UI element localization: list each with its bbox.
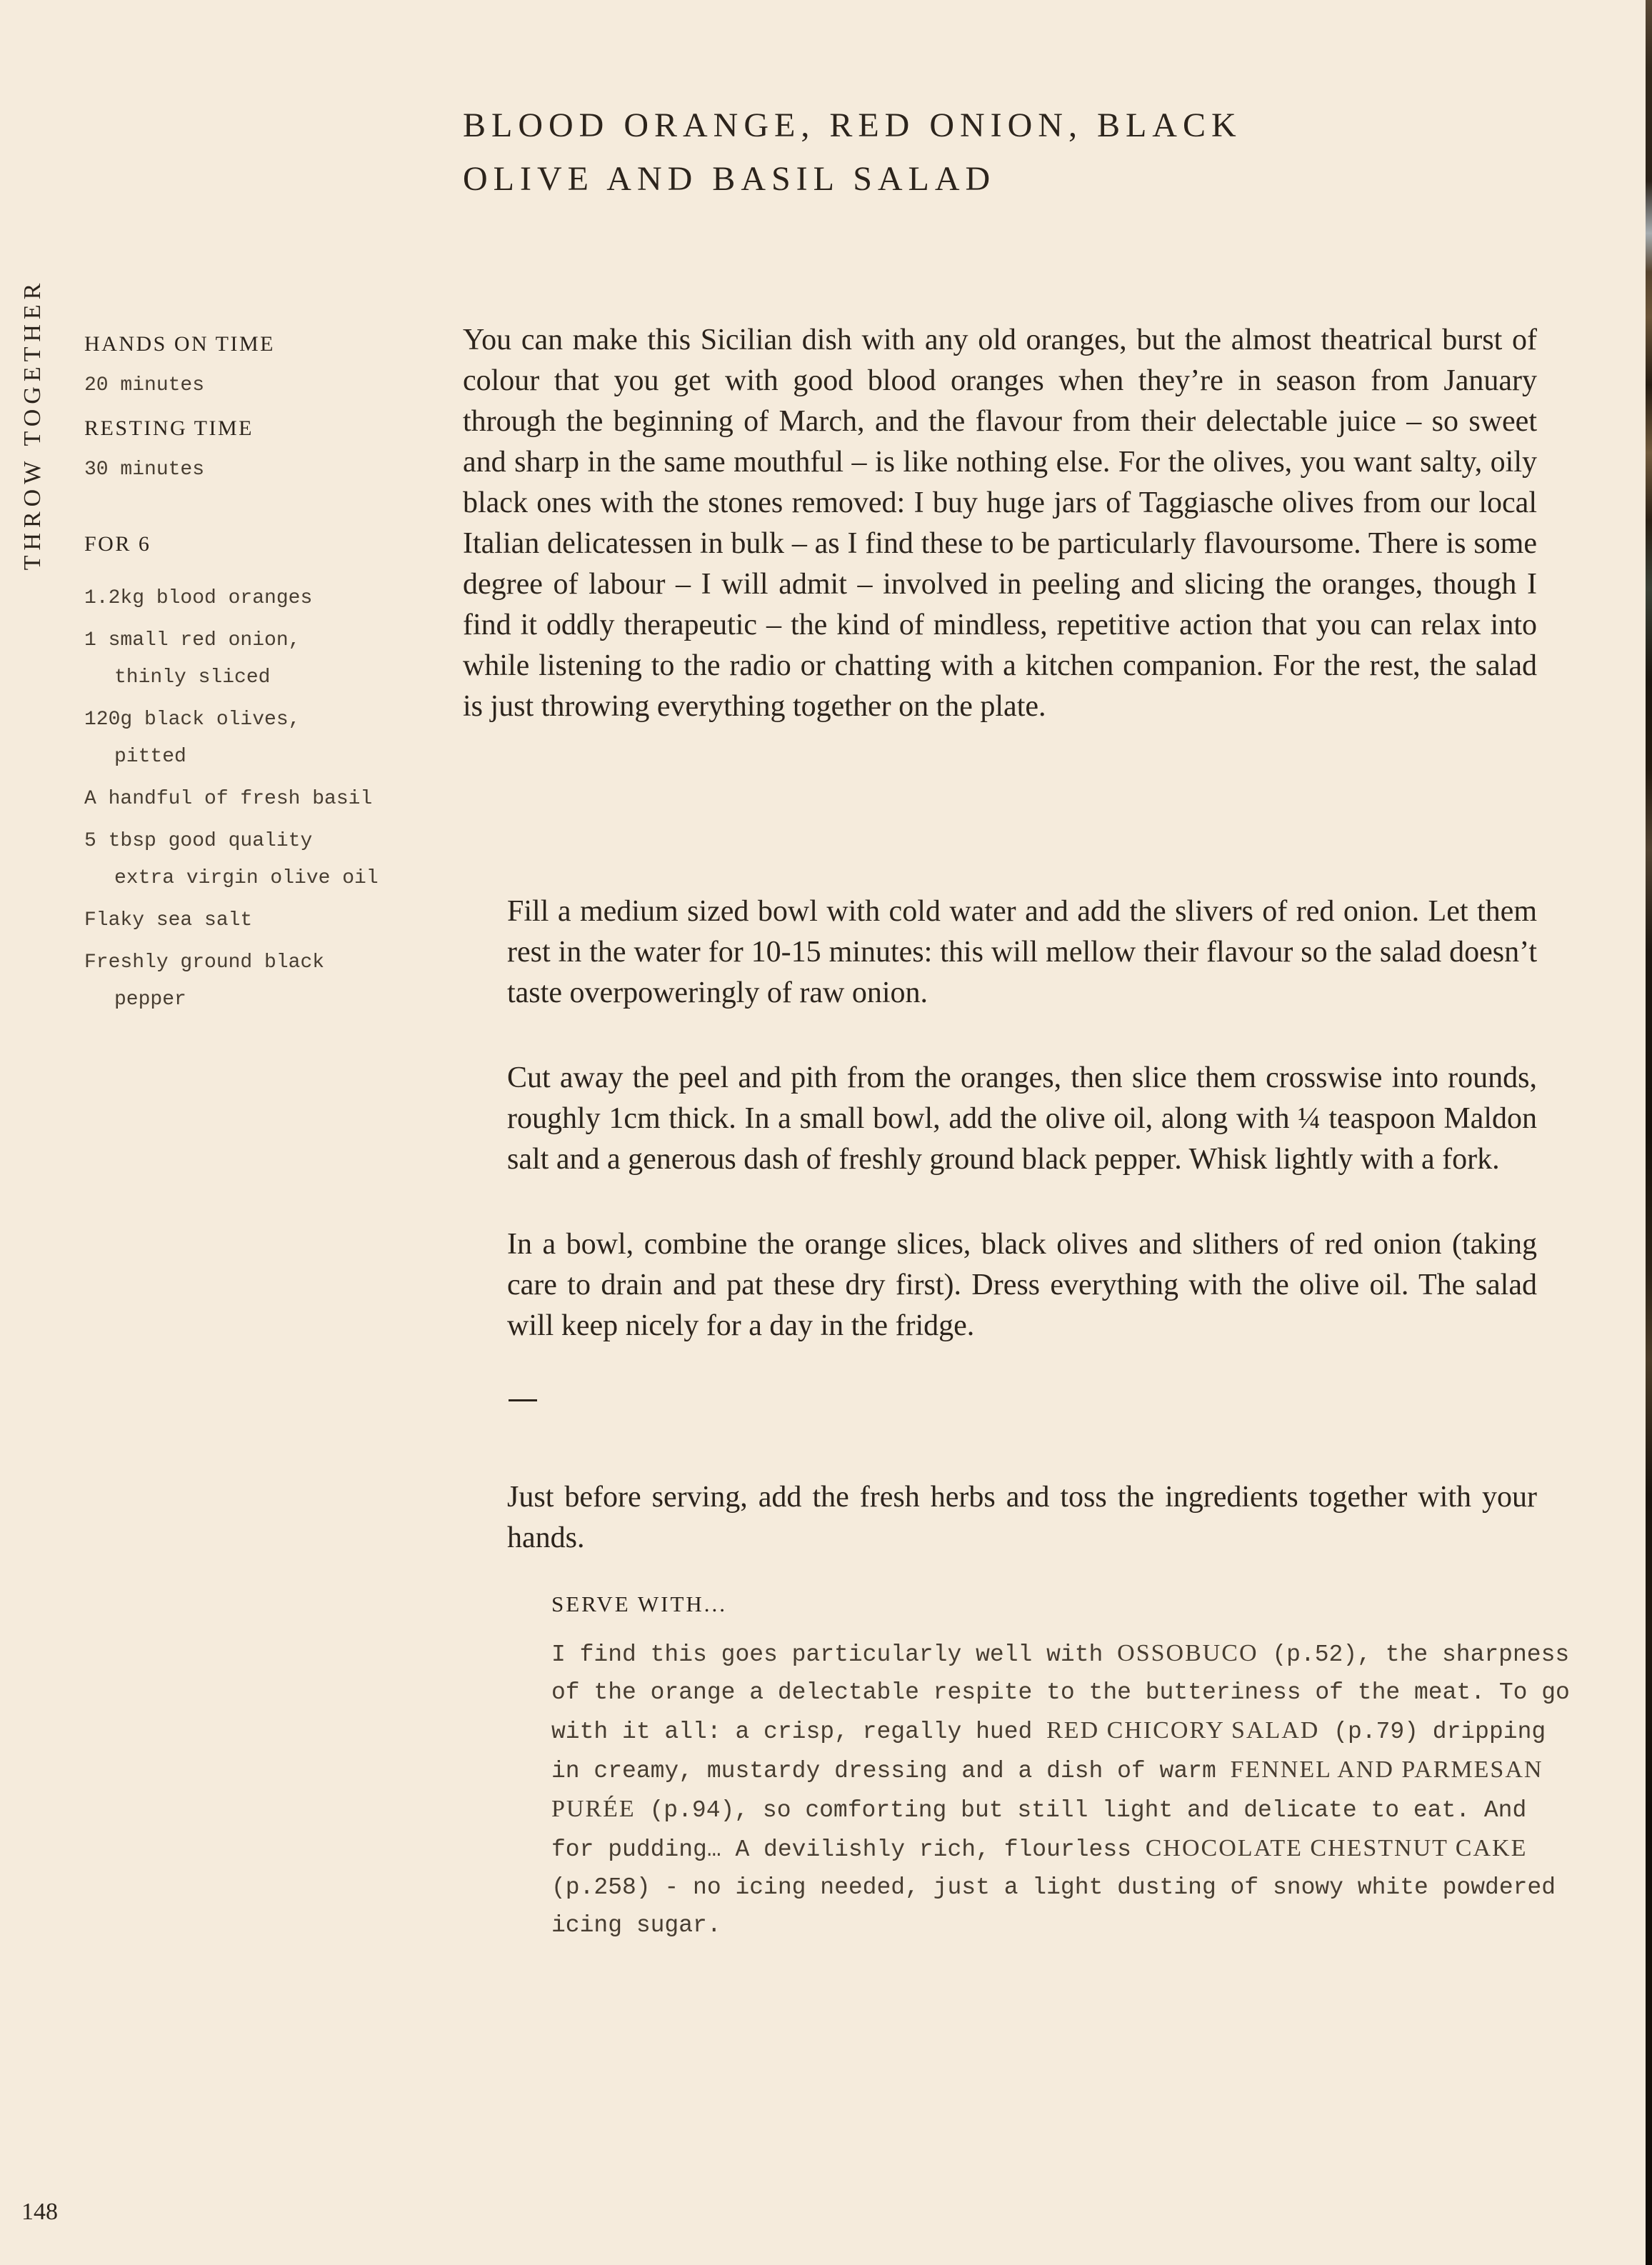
hands-on-time-value: 20 minutes: [84, 374, 205, 396]
method-step-1: Fill a medium sized bowl with cold water and add the slivers of red onion. Let them rest in the water for 10-15 minutes: this will mellow their flavour so the salad doesn’t taste overpoweringly of raw onion.: [507, 895, 1537, 1009]
serve-with-fragment: (p.52), the sharpness of the orange a delectable respite to the butteriness of the meat. To go with it all: a crisp, regally hued: [551, 1641, 1570, 1745]
method-steps: [507, 891, 1570, 1944]
method-step-4: Just before serving, add the fresh herbs and toss the ingredients together with your hands.: [507, 1481, 1537, 1554]
ingredient-line: A handful of fresh basil: [84, 788, 373, 810]
serve-with-heading: SERVE WITH...: [551, 1591, 728, 1616]
serve-with-fragment: I find this goes particularly well with: [551, 1641, 1118, 1668]
ingredient-line: 1 small red onion,: [84, 629, 301, 651]
ingredients-list: [84, 580, 445, 1019]
recipe-reference: CHOCOLATE CHESTNUT CAKE: [1145, 1835, 1528, 1861]
recipe-title: [463, 99, 1242, 206]
ingredient-line: 5 tbsp good quality: [84, 830, 313, 852]
serve-with-fragment: (p.258) - no icing needed, just a light dusting of snowy white powdered icing sugar.: [551, 1874, 1556, 1939]
recipe-reference: FENNEL AND PARMESAN PURÉE: [551, 1756, 1543, 1822]
recipe-title-line-2: OLIVE AND BASIL SALAD: [463, 160, 996, 198]
method-step-3: In a bowl, combine the orange slices, black olives and slithers of red onion (taking care to drain and pat these dry first). Dress everything with the olive oil. The salad will keep nicely for a day in the fridge.: [507, 1228, 1537, 1342]
ingredient-item: [84, 701, 445, 776]
ingredient-item: [84, 580, 445, 617]
servings-label: FOR 6: [84, 532, 151, 556]
section-divider-rule: [509, 1399, 537, 1401]
recipe-reference: RED CHICORY SALAD: [1046, 1717, 1320, 1744]
adjacent-page-edge: [1646, 0, 1652, 2265]
recipe-introduction: You can make this Sicilian dish with any old oranges, but the almost theatrical burst of colour that you get with good blood oranges when they’re in season from January through the beginning of March, and the flavour from their delectable juice – so sweet and sharp in the same mouthful – is like nothing else. For the olives, you want salty, oily black ones with the stones removed: I buy huge jars of Taggiasche olives from our local Italian delicatessen in bulk – as I find these to be particularly flavoursome. There is some degree of labour – I will admit – involved in peeling and slicing the oranges, though I find it oddly therapeutic – the kind of mindless, repetitive action that you can relax into while listening to the radio or chatting with a kitchen companion. For the rest, the salad is just throwing everything together on the plate.: [463, 324, 1537, 723]
recipe-title-line-1: BLOOD ORANGE, RED ONION, BLACK: [463, 106, 1242, 144]
hands-on-time-label: HANDS ON TIME: [84, 332, 275, 356]
serve-with-fragment: (p.94), so comforting but still light and delicate to eat. And for pudding… A devilishly rich, flourless: [551, 1797, 1527, 1863]
ingredient-line: 1.2kg blood oranges: [84, 587, 313, 609]
ingredient-line: Freshly ground black: [84, 951, 325, 974]
chapter-edge-label: THROW TOGETHER: [19, 278, 46, 571]
recipe-sidebar: [84, 330, 445, 1024]
ingredient-item: [84, 622, 445, 696]
ingredient-line: pitted: [114, 746, 186, 768]
recipe-reference: OSSOBUCO: [1117, 1640, 1258, 1666]
ingredient-item: [84, 944, 445, 1019]
ingredient-item: [84, 823, 445, 897]
resting-time-label: RESTING TIME: [84, 416, 254, 440]
serve-with-text: [551, 1634, 1583, 1944]
ingredient-item: [84, 902, 445, 939]
method-step-2: Cut away the peel and pith from the oranges, then slice them crosswise into rounds, roughly 1cm thick. In a small bowl, add the olive oil, along with ¼ teaspoon Maldon salt and a generous dash of freshly ground black pepper. Whisk lightly with a fork.: [507, 1061, 1537, 1176]
ingredient-item: [84, 781, 445, 818]
resting-time-value: 30 minutes: [84, 459, 205, 481]
ingredient-line: pepper: [114, 989, 186, 1011]
ingredient-line: thinly sliced: [114, 666, 271, 689]
page-number: 148: [21, 2199, 58, 2225]
serve-with-fragment: (p.79) dripping in creamy, mustardy dressing and a dish of warm: [551, 1719, 1546, 1784]
recipe-main-column: [463, 320, 1570, 1944]
serve-with-section: [551, 1590, 1583, 1944]
ingredient-line: extra virgin olive oil: [114, 867, 379, 889]
ingredient-line: 120g black olives,: [84, 709, 301, 731]
ingredient-line: Flaky sea salt: [84, 909, 253, 931]
